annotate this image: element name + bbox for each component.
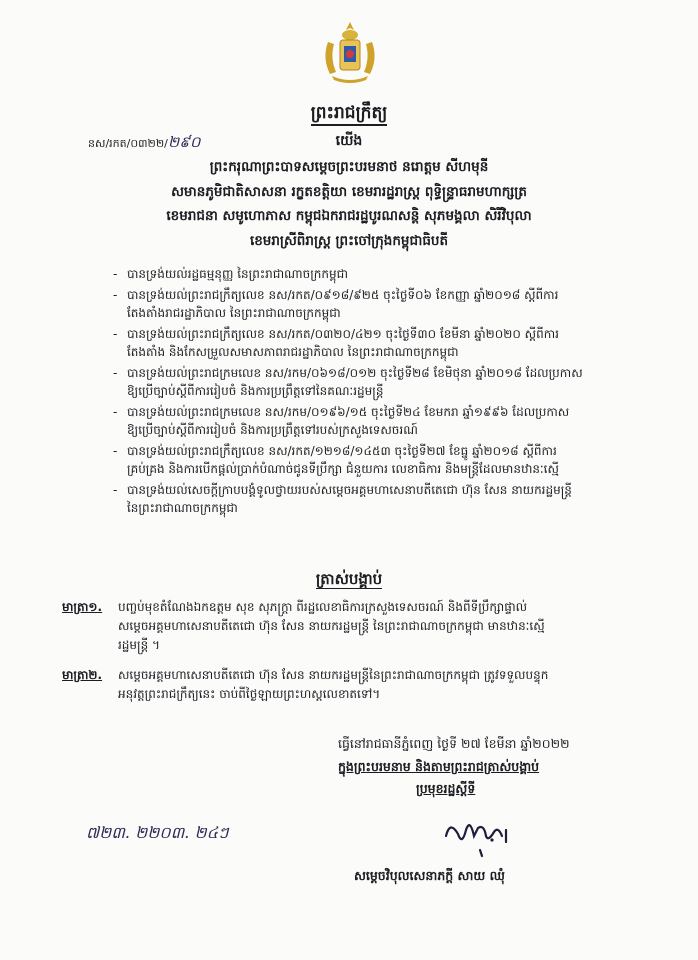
article-label: មាត្រា១. (62, 600, 103, 614)
decides-heading: ត្រាស់បង្គាប់ (315, 570, 383, 588)
references-list (113, 265, 643, 520)
document-number-prefix: នស/រកត/០៣២២/ (88, 137, 168, 150)
reference-item: - បានទ្រង់យល់ព្រះរាជក្រឹត្យលេខ នស/រកត/០៣២០/៤២១ ចុះថ្ងៃទី៣០ ខែមីនា ឆ្នាំ២០២០ ស្តីពីការ តែងតាំង និងកែសម្រួលសមាសភាពរាជរដ្ឋាភិបាល នៃព្រះរាជាណាចក្រកម្ពុជា (113, 327, 559, 359)
handwritten-registration-note: ៧២៣. ២២០៣. ២៤ៗ (86, 823, 229, 842)
article-label: មាត្រា២. (62, 668, 103, 682)
reference-item: - បានទ្រង់យល់ព្រះរាជក្រឹត្យលេខ នស/រកត/០៩១៨/៩២៥ ចុះថ្ងៃទី០៦ ខែកញ្ញា ឆ្នាំ២០១៨ ស្តីពីការ តែងតាំងរាជរដ្ឋាភិបាល នៃព្រះរាជាណាចក្រកម្ពុជា (113, 288, 559, 320)
on-behalf-line: ក្នុងព្រះបរមនាម និងតាមព្រះរាជត្រាស់បង្គាប់ (338, 759, 540, 774)
acting-head-of-state: ប្រមុខរដ្ឋស្តីទី (416, 781, 476, 796)
document-number-handwritten: ២៩០ (167, 133, 201, 151)
royal-title-line-4: ខេមរាស្រីពិរាស្ត្រ ព្រះចៅក្រុងកម្ពុជាធិបតី (249, 233, 449, 249)
royal-title-line-1: ព្រះករុណាព្រះបាទសម្តេចព្រះបរមនាថ នរោត្តម សីហមុនី (209, 159, 489, 175)
document-title: ព្រះរាជក្រឹត្យ (0, 102, 698, 127)
royal-coat-of-arms-emblem (316, 18, 384, 84)
word-we: យើង (335, 133, 363, 149)
reference-item: - បានទ្រង់យល់ព្រះរាជក្រឹត្យលេខ នស/រកត/១២១៨/១៤៥៣ ចុះថ្ងៃទី២៧ ខែធ្នូ ឆ្នាំ២០១៨ ស្តីពីការ គ្រប់គ្រង និងការបើកផ្តល់ប្រាក់បំណាច់ជូនទីប្រឹក្សា ជំនួយការ លេខាធិការ និងមន្ត្រីដែលមានឋានៈស្មើ (113, 444, 559, 476)
reference-item: - បានទ្រង់យល់ព្រះរាជក្រមលេខ នស/រកម/០៦១៨/០១២ ចុះថ្ងៃទី២៨ ខែមិថុនា ឆ្នាំ២០១៨ ដែលប្រកាស ឱ្យប្រើច្បាប់ស្តីពីការរៀបចំ និងការប្រព្រឹត្តទៅនៃគណៈរដ្ឋមន្ត្រី (113, 366, 583, 398)
royal-title-line-2: សមានភូមិជាតិសាសនា រក្ខតខត្តិយា ខេមរារដ្ឋរាស្ត្រ ពុទ្ធិន្ទ្រាធរាមហាក្សត្រ (171, 184, 527, 200)
article-1: មាត្រា១. បញ្ចប់មុខតំណែងឯកឧត្តម សុខ សុភក្រ្តា ពីរដ្ឋលេខាធិការក្រសួងទេសចរណ៍ និងពីទីប្រឹក្សាផ្ទាល់ សម្តេចអគ្គមហាសេនាបតីតេជោ ហ៊ុន សែន នាយករដ្ឋមន្ត្រី នៃព្រះរាជាណាចក្រកម្ពុជា មានឋានៈស្មើ រដ្ឋមន្ត្រី ។ (62, 600, 545, 652)
royal-title-line-3: ខេមរាជនា សមូហោភាស កម្ពុជឯករាជរដ្ឋបូរណសន្តិ សុភមង្គលា សិរីវិបុលា (166, 208, 532, 224)
place-and-date: ធ្វើនៅរាជធានីភ្នំពេញ ថ្ងៃទី ២៧ ខែមីនា ឆ្នាំ២០២២ (338, 736, 570, 751)
signer-name: សម្តេចវិបុលសេនាភក្តី សាយ ឈុំ (354, 868, 505, 883)
reference-item: - បានទ្រង់យល់ព្រះរាជក្រមលេខ នស/រកម/០១៩៦/១៥ ចុះថ្ងៃទី២៤ ខែមករា ឆ្នាំ១៩៩៦ ដែលប្រកាស ឱ្យប្រើច្បាប់ស្តីពីការរៀបចំ និងការប្រព្រឹត្តទៅរបស់ក្រសួងទេសចរណ៍ (113, 405, 570, 437)
article-2: មាត្រា២. សម្តេចអគ្គមហាសេនាបតីតេជោ ហ៊ុន សែន នាយករដ្ឋមន្ត្រីនៃព្រះរាជាណាចក្រកម្ពុជា ត្រូវទទួលបន្ទុក អនុវត្តព្រះរាជក្រឹត្យនេះ ចាប់ពីថ្ងៃឡាយព្រះហស្តលេខាតទៅ។ (62, 668, 549, 701)
reference-item: - បានទ្រង់យល់សេចក្តីក្រាបបង្គំទូលថ្វាយរបស់សម្តេចអគ្គមហាសេនាបតីតេជោ ហ៊ុន សែន នាយករដ្ឋមន្ត្រី នៃព្រះរាជាណាចក្រកម្ពុជា (113, 483, 572, 515)
reference-item: - បានទ្រង់យល់រដ្ឋធម្មនុញ្ញ នៃព្រះរាជាណាចក្រកម្ពុជា (113, 267, 349, 281)
handwritten-signature (440, 806, 530, 862)
